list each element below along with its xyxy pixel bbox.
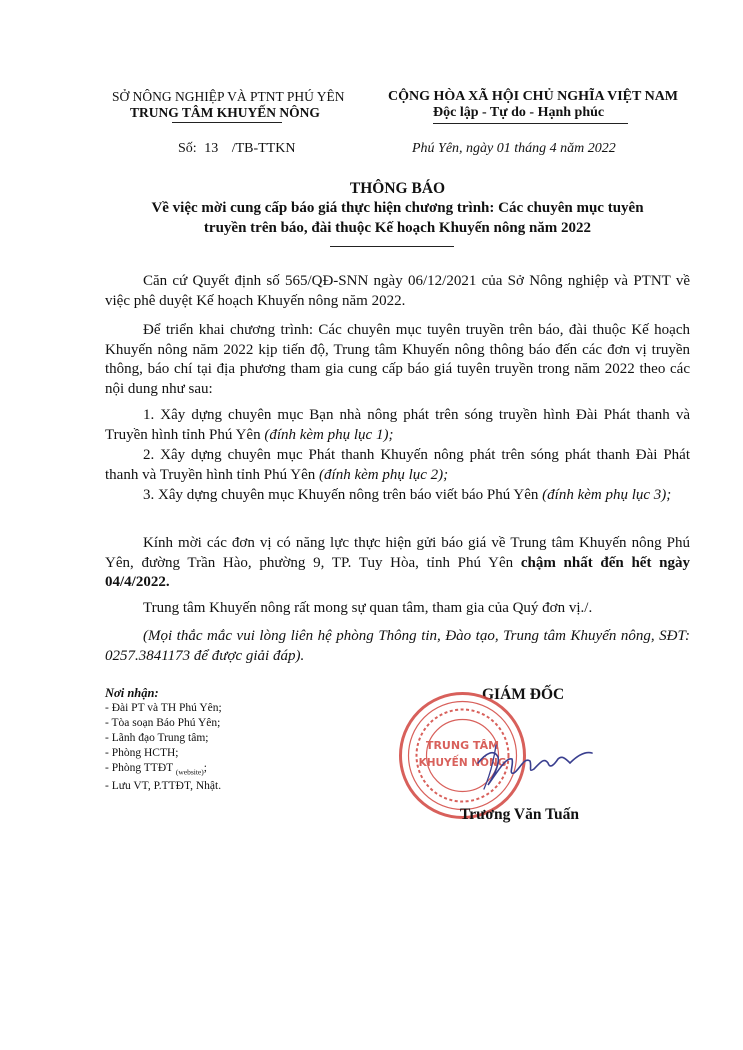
recipient-item: - Đài PT và TH Phú Yên; bbox=[105, 702, 222, 714]
issuer-underline bbox=[172, 122, 282, 123]
national-title: CỘNG HÒA XÃ HỘI CHỦ NGHĨA VIỆT NAM bbox=[388, 89, 679, 104]
recipients-block bbox=[105, 686, 325, 794]
purpose-text: Để triển khai chương trình: Các chuyên mục tuyên truyền trên báo, đài thuộc Kế hoạch Khuyến nông năm 2022 kịp tiến độ, Trung tâm Khuyến nông thông báo đến các đơn vị truyền thông, báo chí tại địa phương tham gia cung cấp báo giá tuyên truyền trong năm 2022 theo các nội dung như sau: bbox=[105, 322, 690, 397]
paragraph-item-3 bbox=[105, 486, 690, 506]
recipient-item: - Phòng HCTH; bbox=[105, 747, 179, 759]
notice-title: THÔNG BÁO bbox=[349, 180, 446, 197]
paragraph-thanks bbox=[105, 599, 690, 619]
recipient-item-text: - Phòng TTĐT bbox=[105, 762, 173, 774]
stamp-text-2: KHUYẾN NÔNG bbox=[418, 757, 507, 769]
recipient-item: - Lưu VT, P.TTĐT, Nhật. bbox=[105, 780, 222, 793]
paragraph-item-1 bbox=[105, 406, 690, 445]
recipients-heading: Nơi nhận: bbox=[105, 686, 159, 700]
number-prefix: Số: bbox=[178, 141, 197, 156]
motto-underline bbox=[433, 123, 628, 124]
signer-title: GIÁM ĐỐC bbox=[482, 686, 565, 703]
issuer-department: SỞ NÔNG NGHIỆP VÀ PTNT PHÚ YÊN bbox=[112, 89, 345, 104]
item-3-note: (đính kèm phụ lục 3); bbox=[542, 487, 672, 503]
issuer-center: TRUNG TÂM KHUYẾN NÔNG bbox=[130, 105, 320, 120]
item-3-text: 3. Xây dựng chuyên mục Khuyến nông trên báo viết báo Phú Yên bbox=[143, 487, 543, 503]
invitation-text: Kính mời các đơn vị có năng lực thực hiện gửi báo giá về Trung tâm Khuyến nông Phú Yên, đường Trần Hào, phường 9, TP. Tuy Hòa, tỉnh Phú Yên bbox=[105, 535, 690, 571]
thanks-text: Trung tâm Khuyến nông rất mong sự quan tâm, tham gia của Quý đơn vị./. bbox=[143, 600, 593, 616]
document-number bbox=[178, 140, 295, 157]
recipient-item: - Tòa soạn Báo Phú Yên; bbox=[105, 717, 221, 729]
paragraph-purpose bbox=[105, 321, 690, 399]
title-underline bbox=[330, 246, 454, 247]
signer-name: Trương Văn Tuấn bbox=[460, 806, 579, 823]
paragraph-contact bbox=[105, 627, 690, 666]
national-motto: Độc lập - Tự do - Hạnh phúc bbox=[433, 105, 605, 120]
recipient-item-sub: (website) bbox=[175, 767, 204, 777]
paragraph-invitation bbox=[105, 534, 690, 593]
number-value: 13 bbox=[204, 141, 219, 156]
legal-basis-text: Căn cứ Quyết định số 565/QĐ-SNN ngày 06/12/2021 của Sở Nông nghiệp và PTNT về việc phê duyệt Kế hoạch Khuyến nông năm 2022. bbox=[105, 273, 690, 309]
recipient-item bbox=[105, 761, 325, 779]
paragraph-item-2 bbox=[105, 446, 690, 485]
notice-subtitle-1: Về việc mời cung cấp báo giá thực hiện chương trình: Các chuyên mục tuyên bbox=[151, 200, 644, 216]
recipient-item: - Lãnh đạo Trung tâm; bbox=[105, 732, 209, 744]
recipients-list bbox=[105, 701, 325, 794]
notice-subtitle-2: truyền trên báo, đài thuộc Kế hoạch Khuyến nông năm 2022 bbox=[203, 220, 592, 236]
item-1-text: 1. Xây dựng chuyên mục Bạn nhà nông phát trên sóng truyền hình Đài Phát thanh và Truyền hình tỉnh Phú Yên bbox=[105, 407, 690, 443]
contact-text: (Mọi thắc mắc vui lòng liên hệ phòng Thông tin, Đào tạo, Trung tâm Khuyến nông, SĐT: 0257.3841173 để được giải đáp). bbox=[105, 628, 690, 664]
paragraph-legal-basis bbox=[105, 272, 690, 311]
number-suffix: /TB-TTKN bbox=[231, 141, 296, 156]
item-2-text: 2. Xây dựng chuyên mục Phát thanh Khuyến nông phát trên sóng phát thanh Đài Phát thanh và Truyền hình tỉnh Phú Yên bbox=[105, 447, 690, 483]
date-line: Phú Yên, ngày 01 tháng 4 năm 2022 bbox=[412, 141, 616, 156]
item-1-note: (đính kèm phụ lục 1); bbox=[264, 426, 394, 443]
item-2-note: (đính kèm phụ lục 2); bbox=[319, 466, 449, 483]
stamp-text-1: TRUNG TÂM bbox=[425, 739, 500, 752]
deadline-text: chậm nhất đến hết ngày 04/4/2022. bbox=[105, 554, 690, 590]
recipient-item-tail: ; bbox=[203, 762, 207, 774]
handwritten-signature bbox=[468, 735, 598, 795]
